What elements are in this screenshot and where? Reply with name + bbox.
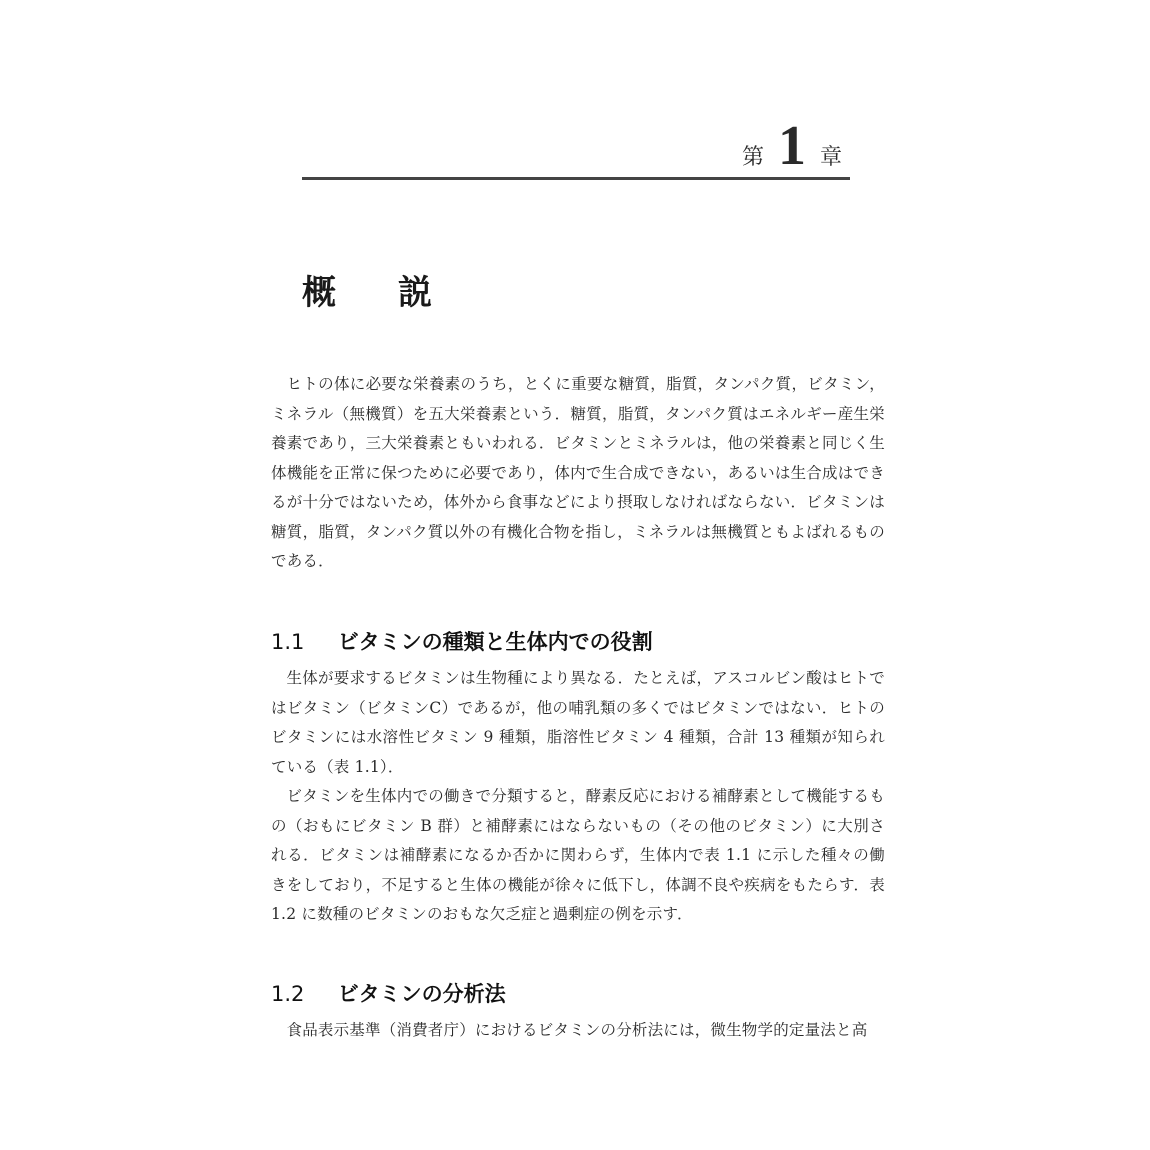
intro-text <box>271 370 885 577</box>
section-title: ビタミンの分析法 <box>337 982 506 1007</box>
chapter-prefix: 第 <box>741 145 764 170</box>
chapter-rule <box>302 177 850 180</box>
section-1-1-body <box>271 664 885 930</box>
chapter-header <box>302 115 850 182</box>
section-number: 1.2 <box>271 982 305 1007</box>
section-1-2-paragraph-1: 食品表示基準（消費者庁）におけるビタミンの分析法には，微生物学的定量法と高 <box>286 1021 868 1039</box>
section-1-1-paragraph-2: ビタミンを生体内での働きで分類すると，酵素反応における補酵素として機能するもの（おもにビタミン B 群）と補酵素にはならないもの（その他のビタミン）に大別される．ビタミンは補酵素になるか否かに関わらず，生体内で表 1.1 に示した種々の働きをしており，不足すると生体の機能が徐々に低下し，体調不良や疾病をもたらす．表 1.2 に数種のビタミンのおもな欠乏症と過剰症の例を示す． <box>271 787 885 923</box>
chapter-title-part-2: 説 <box>398 272 432 313</box>
chapter-number: 1 <box>777 115 806 177</box>
section-title: ビタミンの種類と生体内での役割 <box>337 630 653 655</box>
section-heading-1-2 <box>271 978 506 1008</box>
section-1-1-paragraph-1: 生体が要求するビタミンは生物種により異なる．たとえば，アスコルビン酸はヒトではビタミン（ビタミンC）であるが，他の哺乳類の多くではビタミンではない．ヒトのビタミンには水溶性ビタミン 9 種類，脂溶性ビタミン 4 種類，合計 13 種類が知られている（表 1.1）． <box>271 669 885 776</box>
chapter-suffix: 章 <box>819 145 842 170</box>
section-1-2-body <box>271 1016 885 1046</box>
chapter-label <box>741 115 842 177</box>
section-heading-1-1 <box>271 626 653 656</box>
chapter-title-part-1: 概 <box>302 272 336 313</box>
chapter-title <box>302 265 432 314</box>
section-number: 1.1 <box>271 630 305 655</box>
intro-paragraph: ヒトの体に必要な栄養素のうち，とくに重要な糖質，脂質，タンパク質，ビタミン，ミネラル（無機質）を五大栄養素という．糖質，脂質，タンパク質はエネルギー産生栄養素であり，三大栄養素ともいわれる．ビタミンとミネラルは，他の栄養素と同じく生体機能を正常に保つために必要であり，体内で生合成できない，あるいは生合成はできるが十分ではないため，体外から食事などにより摂取しなければならない．ビタミンは糖質，脂質，タンパク質以外の有機化合物を指し，ミネラルは無機質ともよばれるものである． <box>271 375 885 570</box>
